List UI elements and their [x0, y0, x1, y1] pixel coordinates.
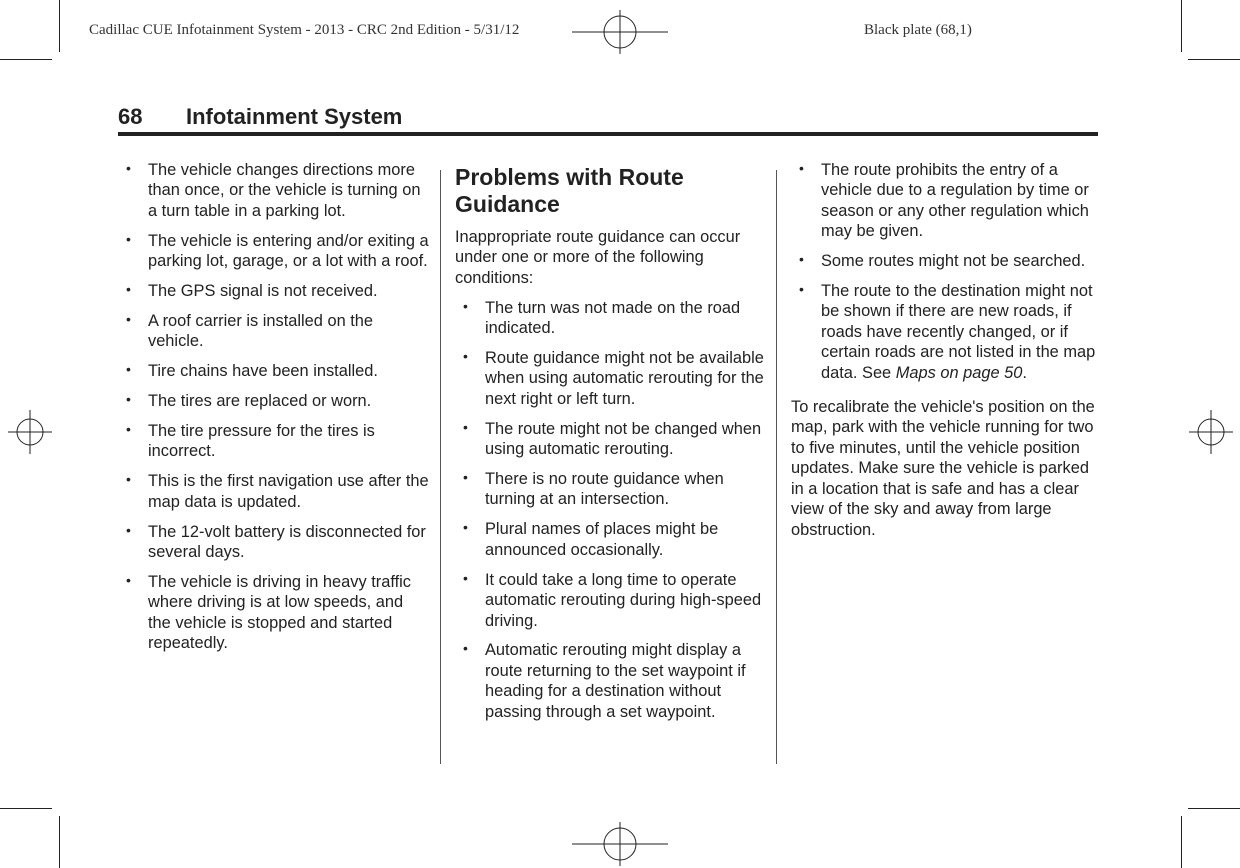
bullet-icon: •: [463, 348, 468, 365]
column-2: [455, 160, 767, 732]
bullet-icon: •: [126, 310, 131, 327]
crop-mark-top-right-h: [1188, 59, 1240, 60]
bullet-icon: •: [799, 281, 804, 298]
problems-list: [455, 298, 767, 722]
registration-mark-top-icon: [572, 10, 668, 54]
list-item: • The vehicle changes directions more than once, or the vehicle is turning on a turn table in a parking lot.: [126, 160, 421, 220]
slug-right: Black plate (68,1): [864, 22, 972, 38]
bullet-icon: •: [126, 391, 131, 408]
list-item: • A roof carrier is installed on the vehicle.: [126, 310, 374, 351]
column-3: [791, 160, 1103, 549]
header-rule: [118, 132, 1098, 136]
running-head: [118, 104, 402, 130]
registration-mark-right-icon: [1189, 410, 1233, 454]
bullet-icon: •: [463, 640, 468, 657]
list-item: • This is the first navigation use after the map data is updated.: [126, 471, 429, 511]
maps-page-link[interactable]: Maps on page 50: [895, 363, 1023, 382]
crop-mark-top-left-v: [59, 0, 60, 52]
bullet-icon: •: [126, 230, 131, 247]
registration-mark-left-icon: [8, 410, 52, 454]
list-item: • The vehicle is driving in heavy traffic where driving is at low speeds, and the vehicle is stopped and started repeatedly.: [126, 572, 411, 653]
problems-list-continued: [791, 160, 1103, 383]
list-item: • The GPS signal is not received.: [126, 281, 378, 301]
list-item: • Tire chains have been installed.: [126, 361, 378, 381]
column-1: [118, 160, 430, 663]
registration-mark-bottom-icon: [572, 822, 668, 866]
conditions-list: [118, 160, 430, 654]
list-item: • The vehicle is entering and/or exiting a parking lot, garage, or a lot with a roof.: [126, 230, 429, 271]
bullet-icon: •: [463, 469, 468, 486]
bullet-icon: •: [126, 572, 131, 588]
bullet-icon: •: [126, 281, 131, 298]
section-heading: Problems with Route Guidance: [455, 164, 684, 217]
list-item: • The tires are replaced or worn.: [126, 391, 372, 411]
bullet-icon: •: [799, 160, 804, 176]
list-item: • Automatic rerouting might display a route returning to the set waypoint if heading for a destination without passing through a set waypoint.: [463, 640, 746, 721]
list-item: • The route prohibits the entry of a vehicle due to a regulation by time or season or any other regulation which may be given.: [799, 160, 1089, 241]
slug-left: Cadillac CUE Infotainment System - 2013 - CRC 2nd Edition - 5/31/12: [89, 22, 520, 38]
crop-mark-top-right-v: [1181, 0, 1182, 52]
recalibrate-paragraph: To recalibrate the vehicle's position on the map, park with the vehicle running for two to five minutes, until the vehicle position updates. Make sure the vehicle is parked in a location that is safe and has a clear view of the sky and away from large obstruction.: [791, 398, 1095, 539]
list-item: • The tire pressure for the tires is incorrect.: [126, 421, 375, 461]
list-item: • The 12-volt battery is disconnected for several days.: [126, 521, 426, 562]
column-divider-2: [776, 170, 777, 764]
bullet-icon: •: [463, 297, 468, 314]
intro-paragraph: Inappropriate route guidance can occur under one or more of the following conditions:: [455, 228, 741, 287]
list-item: • There is no route guidance when turning at an intersection.: [463, 469, 724, 509]
bullet-icon: •: [463, 569, 468, 586]
crop-mark-bottom-left-h: [0, 808, 52, 809]
section-title: Infotainment System: [186, 104, 403, 129]
list-item: • The turn was not made on the road indicated.: [463, 297, 741, 338]
list-item: • It could take a long time to operate automatic rerouting during high-speed driving.: [463, 569, 762, 630]
list-item: • Some routes might not be searched.: [799, 251, 1086, 271]
bullet-icon: •: [126, 361, 131, 378]
crop-mark-bottom-right-h: [1188, 808, 1240, 809]
list-item: • The route might not be changed when using automatic rerouting.: [463, 418, 762, 459]
page-number: 68: [118, 104, 143, 129]
crop-mark-bottom-right-v: [1181, 816, 1182, 868]
column-divider-1: [440, 170, 441, 764]
list-item: • Plural names of places might be announced occasionally.: [463, 519, 719, 559]
bullet-icon: •: [126, 521, 131, 538]
bullet-icon: •: [126, 421, 131, 438]
crop-mark-top-left-h: [0, 59, 52, 60]
bullet-icon: •: [799, 251, 804, 268]
bullet-icon: •: [126, 160, 131, 176]
bullet-icon: •: [463, 418, 468, 435]
bullet-icon: •: [126, 471, 131, 488]
list-item: • Route guidance might not be available when using automatic rerouting for the next right or left turn.: [463, 348, 764, 408]
list-item: • The route to the destination might not be shown if there are new roads, if roads have recently changed, or if certain roads are not listed in the map data. See Maps on page 50.: [799, 281, 1096, 382]
bullet-icon: •: [463, 519, 468, 536]
crop-mark-bottom-left-v: [59, 816, 60, 868]
